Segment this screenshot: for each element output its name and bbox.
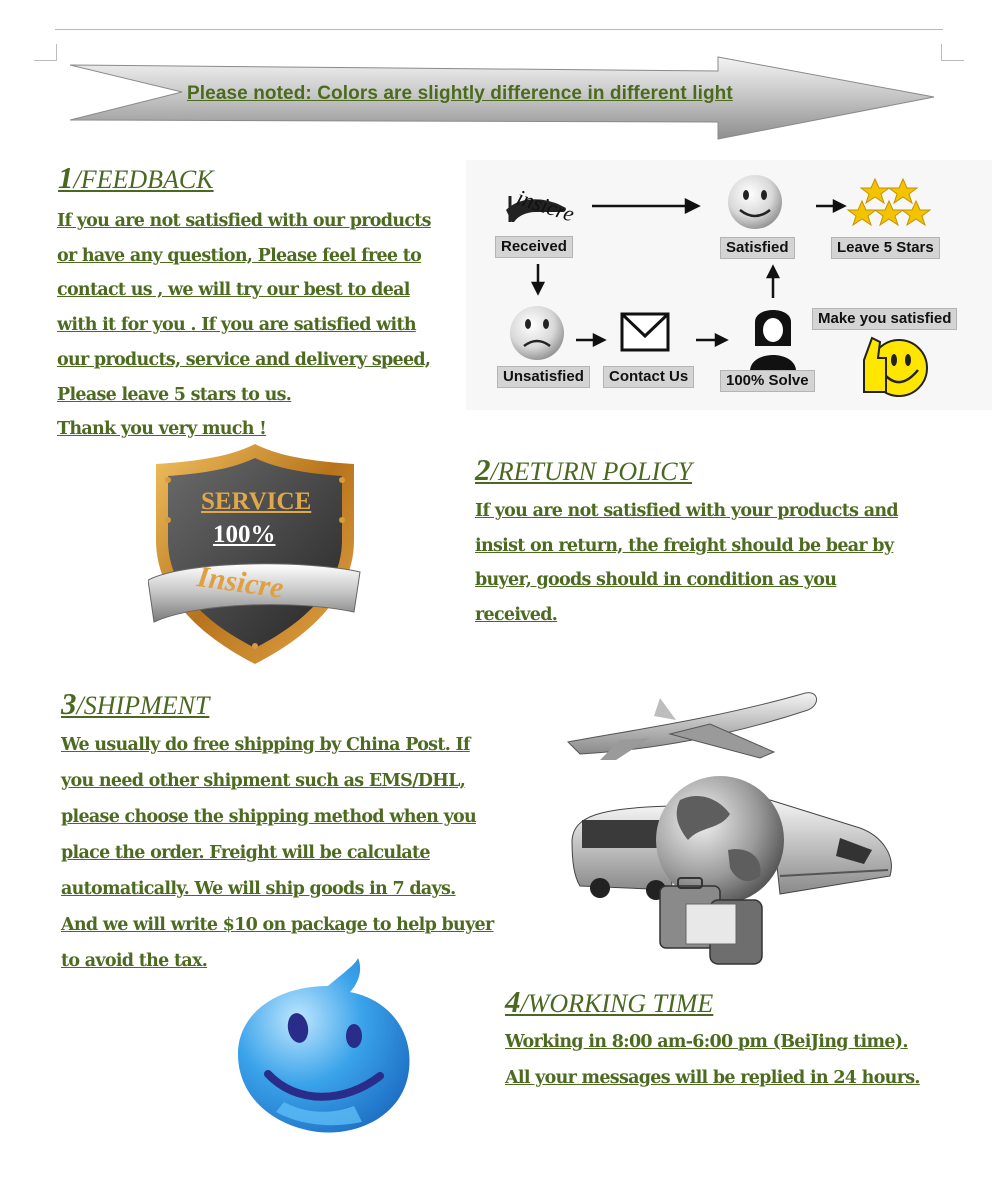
return-policy-line: received. xyxy=(475,604,558,625)
blue-mascot-icon xyxy=(232,956,414,1136)
bus-icon xyxy=(572,806,672,900)
high-heel-logo-icon xyxy=(506,185,578,227)
return-policy-number: 2 xyxy=(475,452,491,487)
flow-label-leave-stars: Leave 5 Stars xyxy=(831,237,940,259)
satisfied-face-icon xyxy=(728,175,782,229)
feedback-paragraph xyxy=(57,204,431,447)
return-policy-line: insist on return, the freight should be bear by xyxy=(475,535,894,556)
thumbs-up-smiley-icon xyxy=(864,338,927,396)
return-policy-heading xyxy=(475,452,692,488)
feedback-number: 1 xyxy=(58,160,74,195)
flow-arrows xyxy=(533,200,844,345)
feedback-line: our products, service and delivery speed, xyxy=(57,349,431,370)
flow-label-unsatisfied: Unsatisfied xyxy=(497,366,590,388)
unsatisfied-face-icon xyxy=(510,306,564,360)
service-badge-shield-icon xyxy=(148,440,362,668)
working-time-paragraph xyxy=(505,1024,920,1096)
return-policy-line: buyer, goods should in condition as you xyxy=(475,570,837,590)
shipment-line: you need other shipment such as EMS/DHL, xyxy=(61,771,466,791)
feedback-title: /FEEDBACK xyxy=(73,165,214,194)
shipment-title: /SHIPMENT xyxy=(76,691,210,720)
feedback-line: Thank you very much ! xyxy=(57,419,267,440)
return-policy-line: If you are not satisfied with your products and xyxy=(475,501,898,521)
support-agent-icon xyxy=(750,310,796,370)
badge-service-text: SERVICE xyxy=(201,488,312,515)
flow-label-received: Received xyxy=(495,236,573,258)
working-time-number: 4 xyxy=(505,984,521,1019)
page-top-rule xyxy=(55,29,943,30)
feedback-heading xyxy=(58,160,214,196)
flow-label-make-satisfied: Make you satisfied xyxy=(812,308,957,330)
working-time-line: All your messages will be replied in 24 hours. xyxy=(505,1068,920,1088)
shipment-line: And we will write $10 on package to help buyer xyxy=(61,915,494,935)
feedback-line: with it for you . If you are satisfied with xyxy=(57,315,416,336)
shipment-line: automatically. We will ship goods in 7 days. xyxy=(61,879,456,899)
feedback-line: contact us , we will try our best to deal xyxy=(57,280,410,301)
shipment-line: please choose the shipping method when you xyxy=(61,807,477,827)
badge-percent-text: 100% xyxy=(213,521,276,548)
envelope-icon xyxy=(622,314,668,350)
shipment-line: to avoid the tax. xyxy=(61,951,208,971)
return-policy-paragraph xyxy=(475,494,898,632)
banner-notice: Please noted: Colors are slightly difference in different light xyxy=(187,83,733,104)
badge-brand-text: Insicre xyxy=(195,560,286,605)
airplane-icon xyxy=(568,693,817,760)
feedback-flowchart xyxy=(466,160,992,410)
shipment-paragraph xyxy=(61,727,494,979)
shipping-transport-illustration xyxy=(560,680,900,972)
shipment-line: place the order. Freight will be calculate xyxy=(61,843,430,863)
flow-label-satisfied: Satisfied xyxy=(720,237,795,259)
page-corner-mark-left xyxy=(34,44,57,61)
flow-label-solve: 100% Solve xyxy=(720,370,815,392)
globe-icon xyxy=(656,776,784,904)
feedback-line: or have any question, Please feel free to xyxy=(57,245,422,266)
flow-label-contact-us: Contact Us xyxy=(603,366,694,388)
shipment-number: 3 xyxy=(61,686,77,721)
shipment-heading xyxy=(61,686,209,722)
working-time-heading xyxy=(505,984,713,1020)
working-time-title: /WORKING TIME xyxy=(520,989,714,1018)
five-stars-icon xyxy=(848,179,930,225)
feedback-line: If you are not satisfied with our products xyxy=(57,211,431,231)
working-time-line: Working in 8:00 am-6:00 pm (BeiJing time). xyxy=(505,1032,908,1052)
return-policy-title: /RETURN POLICY xyxy=(490,457,693,486)
flowchart-logo-text: insicre xyxy=(513,184,578,227)
feedback-line: Please leave 5 stars to us. xyxy=(57,384,292,405)
train-icon xyxy=(770,800,891,894)
page-corner-mark-right xyxy=(941,44,964,61)
shipment-line: We usually do free shipping by China Post. If xyxy=(61,735,470,755)
